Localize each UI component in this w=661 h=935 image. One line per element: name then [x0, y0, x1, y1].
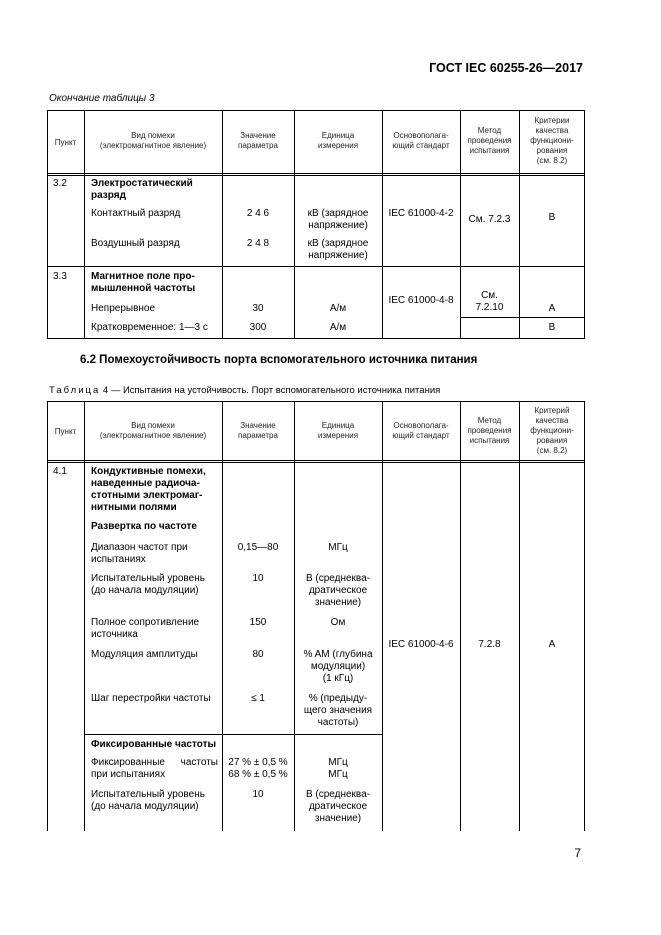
param-label: Полное сопротивление источника	[91, 617, 200, 640]
param-label: Диапазон частот при испытаниях	[91, 542, 188, 565]
row-number: 4.1	[53, 466, 67, 477]
row-title: Кондуктивные помехи, наведенные радиоча- стотными электромаг- нитными полями	[91, 466, 206, 513]
subsection-title: Фиксированные частоты	[91, 739, 217, 750]
performance-criterion: A	[548, 639, 556, 650]
param-label: Кратковременное: 1—3 с	[91, 322, 208, 333]
param-value: 300	[249, 322, 267, 333]
param-label: Испытательный уровень (до начала модуляции)	[91, 573, 205, 596]
param-unit: Ом	[330, 617, 346, 628]
param-label: Воздушный разряд	[91, 238, 180, 249]
param-value: 27 % ± 0,5 % 68 % ± 0,5 %	[228, 757, 288, 780]
param-value: 30	[252, 303, 264, 314]
test-method: См. 7.2.10	[475, 290, 504, 313]
basic-standard: IEC 61000-4-6	[388, 639, 454, 650]
basic-standard: IEC 61000-4-8	[388, 295, 454, 306]
param-unit: МГц	[328, 542, 348, 553]
table-continuation-label: Окончание таблицы 3	[49, 93, 155, 104]
performance-criterion: B	[548, 322, 556, 333]
param-value: 10	[252, 573, 264, 584]
row-title: Магнитное поле про- мышленной частоты	[91, 271, 196, 294]
param-value: 0,15—80	[237, 542, 279, 553]
param-value: 2 4 8	[246, 238, 270, 249]
param-label: Контактный разряд	[91, 208, 181, 219]
param-unit: А/м	[329, 322, 347, 333]
param-unit: кВ (зарядное напряжение)	[307, 238, 369, 261]
param-unit: В (среднеква- дратическое значение)	[305, 789, 371, 824]
param-value: 80	[252, 649, 264, 660]
param-unit: А/м	[329, 303, 347, 314]
document-id: ГОСТ IEC 60255-26—2017	[429, 61, 583, 75]
test-method: См. 7.2.3	[468, 214, 511, 225]
performance-criterion: A	[548, 303, 556, 314]
param-label: Модуляция амплитуды	[91, 649, 198, 660]
test-method: 7.2.8	[478, 639, 501, 650]
param-unit: % (предыду- щего значения частоты)	[303, 693, 373, 728]
param-label: Непрерывное	[91, 303, 156, 314]
col-header-method: Метод проведения испытания	[467, 126, 512, 155]
page-number: 7	[574, 846, 581, 860]
row-number: 3.3	[53, 271, 67, 282]
col-header-unit: Единица измерения	[317, 131, 359, 150]
table-4-caption: Таблица 4 — Испытания на устойчивость. Порт вспомогательного источника питания	[49, 385, 441, 396]
col-header-punkt: Пункт	[54, 427, 77, 436]
col-header-value: Значение параметра	[238, 421, 278, 440]
row-title: Электростатический разряд	[91, 178, 193, 201]
param-value: ≤ 1	[251, 693, 265, 704]
performance-criterion: B	[548, 212, 556, 223]
subsection-title: Развертка по частоте	[91, 521, 197, 532]
section-heading: 6.2 Помехоустойчивость порта вспомогательного источника питания	[80, 354, 478, 366]
col-header-criteria: Критерии качества функциони- рования (см. 8.2)	[530, 116, 574, 165]
param-value: 2 4 6	[246, 208, 270, 219]
col-header-criteria: Критерий качества функциони- рования (см. 8.2)	[530, 406, 574, 455]
col-header-value: Значение параметра	[238, 131, 278, 150]
col-header-disturbance: Вид помехи (электромагнитное явление)	[99, 131, 207, 150]
param-unit: кВ (зарядное напряжение)	[307, 208, 369, 231]
col-header-standard: Основополага- ющий стандарт	[392, 421, 450, 440]
param-unit: % AM (глубина модуляции) (1 кГц)	[303, 649, 373, 684]
param-unit: МГц МГц	[328, 757, 348, 780]
param-unit: В (среднеква- дратическое значение)	[305, 573, 371, 608]
param-label: Фиксированные частоты при испытаниях	[91, 757, 218, 780]
row-number: 3.2	[53, 178, 67, 189]
col-header-standard: Основополага- ющий стандарт	[392, 131, 450, 150]
param-label: Шаг перестройки частоты	[91, 693, 211, 704]
col-header-method: Метод проведения испытания	[467, 416, 512, 445]
param-value: 150	[249, 617, 267, 628]
col-header-unit: Единица измерения	[317, 421, 359, 440]
param-value: 10	[252, 789, 264, 800]
col-header-disturbance: Вид помехи (электромагнитное явление)	[99, 421, 207, 440]
param-label: Испытательный уровень (до начала модуляции)	[91, 789, 205, 812]
col-header-punkt: Пункт	[54, 138, 77, 147]
basic-standard: IEC 61000-4-2	[388, 208, 454, 219]
